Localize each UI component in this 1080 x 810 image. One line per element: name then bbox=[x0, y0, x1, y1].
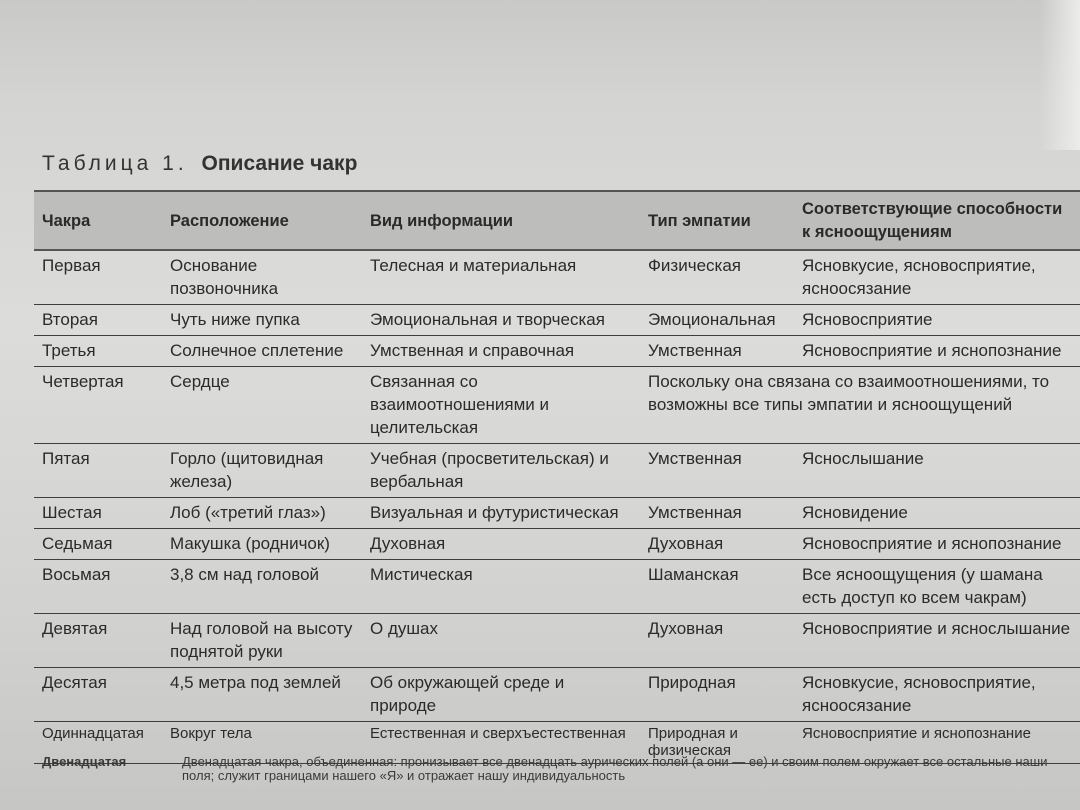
cell-abilities: Ясновосприятие bbox=[794, 305, 1080, 336]
cell-info-type: Духовная bbox=[362, 529, 640, 560]
cell-chakra: Десятая bbox=[34, 668, 162, 722]
cell-abilities: Ясновосприятие и яснопознание bbox=[794, 336, 1080, 367]
cell-chakra: Восьмая bbox=[34, 560, 162, 614]
table-row bbox=[34, 367, 1080, 444]
header-location: Расположение bbox=[162, 191, 362, 250]
cell-empathy-type: Природная и физическая bbox=[640, 722, 794, 764]
cell-empathy-abilities-merged: Поскольку она связана со взаимоотношениями, то возможны все типы эмпатии и ясноощущений bbox=[640, 367, 1080, 444]
cell-location: 4,5 метра под землей bbox=[162, 668, 362, 722]
cell-location: Вокруг тела bbox=[162, 722, 362, 764]
cell-chakra: Девятая bbox=[34, 614, 162, 668]
cell-info-type: О душах bbox=[362, 614, 640, 668]
cell-abilities: Яснослышание bbox=[794, 444, 1080, 498]
cell-empathy-type: Умственная bbox=[640, 336, 794, 367]
cell-info-type: Умственная и справочная bbox=[362, 336, 640, 367]
cell-abilities: Ясновкусие, ясновосприятие, ясноосязание bbox=[794, 668, 1080, 722]
cell-location: Макушка (родничок) bbox=[162, 529, 362, 560]
table-caption bbox=[42, 152, 357, 176]
cell-info-type: Связанная со взаимоотношениями и целительская bbox=[362, 367, 640, 444]
cell-empathy-type: Духовная bbox=[640, 614, 794, 668]
table-row bbox=[34, 498, 1080, 529]
cell-chakra: Шестая bbox=[34, 498, 162, 529]
table-row bbox=[34, 668, 1080, 722]
table-row bbox=[34, 336, 1080, 367]
table-row bbox=[34, 529, 1080, 560]
cell-abilities: Ясновидение bbox=[794, 498, 1080, 529]
cell-chakra: Пятая bbox=[34, 444, 162, 498]
twelfth-chakra-description: Двенадцатая чакра, объединенная: пронизывает все двенадцать аурических полей (а они — ее) и своим полем окружает все остальные наши поля; служит границами нашего «Я» и отражает нашу индивидуальность bbox=[182, 754, 1048, 783]
cell-empathy-type: Умственная bbox=[640, 498, 794, 529]
twelfth-chakra-name: Двенадцатая bbox=[42, 754, 127, 769]
cell-chakra: Четвертая bbox=[34, 367, 162, 444]
header-chakra: Чакра bbox=[34, 191, 162, 250]
table-row bbox=[34, 444, 1080, 498]
cell-info-type: Учебная (просветительская) и вербальная bbox=[362, 444, 640, 498]
table-row bbox=[34, 305, 1080, 336]
cell-info-type: Эмоциональная и творческая bbox=[362, 305, 640, 336]
cell-empathy-type: Шаманская bbox=[640, 560, 794, 614]
cell-empathy-type: Природная bbox=[640, 668, 794, 722]
cell-location: Солнечное сплетение bbox=[162, 336, 362, 367]
cell-location: Чуть ниже пупка bbox=[162, 305, 362, 336]
cell-chakra: Первая bbox=[34, 250, 162, 305]
cell-abilities: Ясновкусие, ясновосприятие, ясноосязание bbox=[794, 250, 1080, 305]
cell-info-type: Визуальная и футуристическая bbox=[362, 498, 640, 529]
cell-location: Над головой на высоту поднятой руки bbox=[162, 614, 362, 668]
cell-info-type: Об окружающей среде и природе bbox=[362, 668, 640, 722]
header-info-type: Вид информации bbox=[362, 191, 640, 250]
cell-location: Сердце bbox=[162, 367, 362, 444]
cell-abilities: Ясновосприятие и яснопознание bbox=[794, 529, 1080, 560]
caption-label: Таблица 1. bbox=[42, 152, 188, 175]
cell-chakra: Седьмая bbox=[34, 529, 162, 560]
cell-location: Лоб («третий глаз») bbox=[162, 498, 362, 529]
cell-empathy-type: Эмоциональная bbox=[640, 305, 794, 336]
caption-title: Описание чакр bbox=[201, 152, 358, 175]
cell-info-type: Телесная и материальная bbox=[362, 250, 640, 305]
header-abilities: Соответствующие способности к ясноощущениям bbox=[794, 191, 1080, 250]
cell-chakra: Вторая bbox=[34, 305, 162, 336]
header-empathy-type: Тип эмпатии bbox=[640, 191, 794, 250]
cell-empathy-type: Духовная bbox=[640, 529, 794, 560]
table-row bbox=[34, 560, 1080, 614]
cell-abilities: Ясновосприятие и яснопознание bbox=[794, 722, 1080, 764]
table-row bbox=[34, 250, 1080, 305]
cell-info-type: Естественная и сверхъестественная bbox=[362, 722, 640, 764]
cell-empathy-type: Умственная bbox=[640, 444, 794, 498]
cell-empathy-type: Физическая bbox=[640, 250, 794, 305]
page-edge bbox=[1040, 0, 1080, 150]
cell-info-type: Мистическая bbox=[362, 560, 640, 614]
cell-chakra: Третья bbox=[34, 336, 162, 367]
cell-abilities: Все ясноощущения (у шамана есть доступ ко всем чакрам) bbox=[794, 560, 1080, 614]
cell-location: Основание позвоночника bbox=[162, 250, 362, 305]
table-row bbox=[34, 614, 1080, 668]
chakra-table bbox=[34, 190, 1080, 764]
cell-location: 3,8 см над головой bbox=[162, 560, 362, 614]
table-header-row bbox=[34, 191, 1080, 250]
cell-abilities: Ясновосприятие и яснослышание bbox=[794, 614, 1080, 668]
table-body bbox=[34, 250, 1080, 764]
twelfth-chakra-row bbox=[34, 755, 1080, 783]
cell-location: Горло (щитовидная железа) bbox=[162, 444, 362, 498]
cell-chakra: Одиннадцатая bbox=[34, 722, 162, 764]
